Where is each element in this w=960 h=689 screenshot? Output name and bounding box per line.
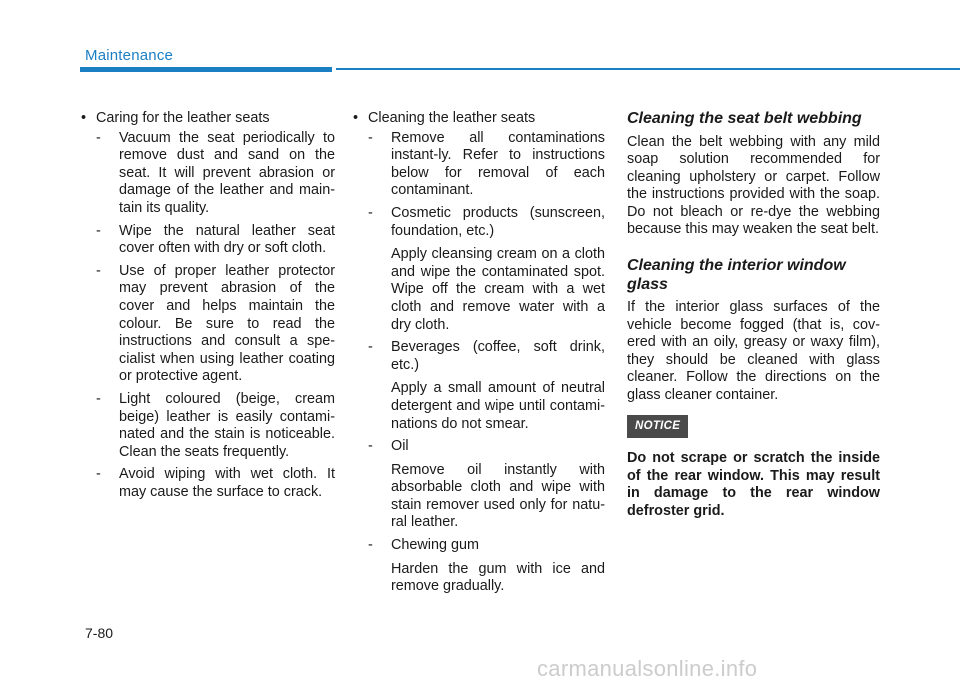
watermark: carmanualsonline.info: [537, 656, 758, 681]
notice-badge: NOTICE: [627, 415, 688, 439]
list-item: - Chewing gum Harden the gum with ice and remove gradually.: [368, 537, 605, 595]
heading-seat-belt-webbing: Cleaning the seat belt webbing: [627, 110, 862, 127]
list-item: - Vacuum the seat periodically to remove dust and sand on the seat. It will prevent abrasion or damage of the leather and main-tain its quality.: [96, 129, 335, 216]
list-item: - Remove all contaminations instant-ly. Refer to instructions below for removal of each contaminant.: [368, 129, 605, 199]
column-leather-cleaning: [352, 110, 605, 601]
list-item: - Cosmetic products (sunscreen, foundation, etc.) Apply cleansing cream on a cloth and wipe the contaminated spot. Wipe off the cream with a wet cloth and remove water with a dry cloth.: [368, 204, 605, 333]
section-title: Maintenance: [85, 47, 174, 64]
paragraph-interior-glass: If the interior glass surfaces of the vehicle become fogged (that is, cov-ered with an oily, greasy or waxy film), they should be cleaned with glass cleaner. Follow the directions on the glass cleaner container.: [627, 299, 880, 404]
bullet-cleaning-leather: • Cleaning the leather seats: [352, 110, 605, 128]
header-rule-thin: [336, 68, 960, 70]
heading-interior-glass: Cleaning the interior window glass: [627, 257, 846, 293]
column-leather-care: [80, 110, 335, 506]
notice-text: Do not scrape or scratch the inside of the rear window. This may result in damage to the rear window defroster grid.: [627, 450, 880, 519]
list-item: - Avoid wiping with wet cloth. It may cause the surface to crack.: [96, 466, 335, 500]
column-belt-glass: [627, 110, 880, 521]
list-item: - Use of proper leather protector may prevent abrasion of the cover and helps maintain the colour. Be sure to read the instructions and consult a spe-cialist when using leather coating or protective agent.: [96, 262, 335, 385]
list-item: - Beverages (coffee, soft drink, etc.) Apply a small amount of neutral detergent and wipe until contami-nations do not smear.: [368, 339, 605, 432]
list-item: - Oil Remove oil instantly with absorbable cloth and wipe with stain remover used only for natu-ral leather.: [368, 438, 605, 531]
header-rule-thick: [80, 67, 332, 72]
paragraph-seat-belt: Clean the belt webbing with any mild soap solution recommended for cleaning upholstery or carpet. Follow the instructions provided with the soap. Do not bleach or re-dye the webbing because this may weaken the seat belt.: [627, 133, 880, 238]
bullet-caring-leather: • Caring for the leather seats: [80, 110, 335, 128]
page-number: 7-80: [85, 625, 114, 641]
list-item: - Light coloured (beige, cream beige) leather is easily contami-nated and the stain is noticeable. Clean the seats frequently.: [96, 390, 335, 460]
list-item: - Wipe the natural leather seat cover often with dry or soft cloth.: [96, 222, 335, 257]
